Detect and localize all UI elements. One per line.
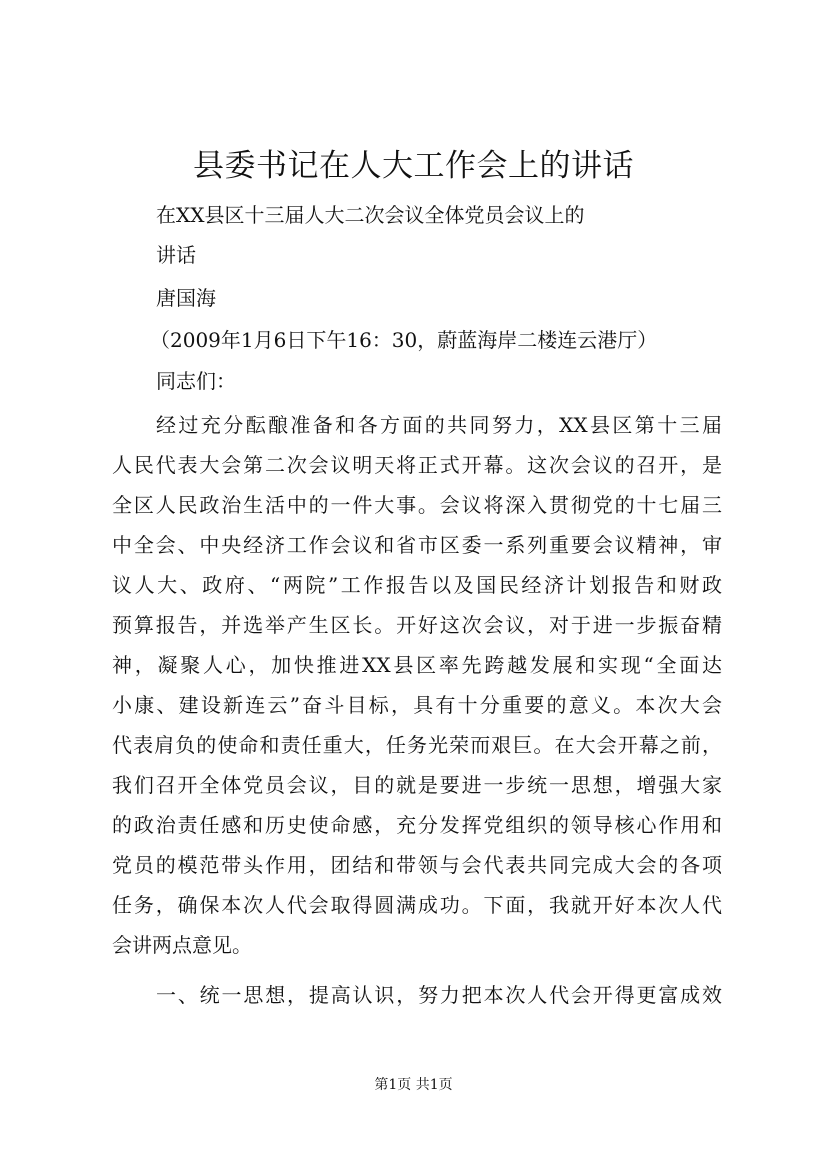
subtitle-line-1: 在XX县区十三届人大二次会议全体党员会议上的	[156, 203, 585, 227]
subtitle-line-2: 讲话	[156, 243, 196, 267]
body-line-9: 代表肩负的使命和责任重大，任务光荣而艰巨。在大会开幕之前，	[112, 733, 722, 757]
body-line-14: 会讲两点意见。	[112, 933, 252, 957]
body-line-2: 人民代表大会第二次会议明天将正式开幕。这次会议的召开，是	[112, 453, 722, 477]
body-line-11: 的政治责任感和历史使命感，充分发挥党组织的领导核心作用和	[112, 813, 722, 837]
salutation: 同志们：	[156, 369, 236, 393]
body-line-12: 党员的模范带头作用，团结和带领与会代表共同完成大会的各项	[112, 853, 722, 877]
page-footer: 第1页 共1页	[374, 1077, 453, 1093]
date-place: （2009年1月6日下午16：30，蔚蓝海岸二楼连云港厅）	[150, 328, 658, 352]
body-line-8: 小康、建设新连云”奋斗目标，具有十分重要的意义。本次大会	[112, 693, 722, 717]
section-heading-1: 一、统一思想，提高认识，努力把本次人代会开得更富成效	[156, 983, 722, 1007]
body-line-10: 我们召开全体党员会议，目的就是要进一步统一思想，增强大家	[112, 773, 722, 797]
author-name: 唐国海	[156, 286, 216, 310]
document-title: 县委书记在人大工作会上的讲话	[193, 148, 634, 184]
body-line-7: 神，凝聚人心，加快推进XX县区率先跨越发展和实现“全面达	[112, 653, 722, 677]
body-line-5: 议人大、政府、“两院”工作报告以及国民经济计划报告和财政	[112, 573, 722, 597]
body-line-3: 全区人民政治生活中的一件大事。会议将深入贯彻党的十七届三	[112, 493, 722, 517]
body-line-13: 任务，确保本次人代会取得圆满成功。下面，我就开好本次人代	[112, 893, 722, 917]
body-line-1: 经过充分酝酿准备和各方面的共同努力，XX县区第十三届	[156, 413, 722, 437]
body-line-4: 中全会、中央经济工作会议和省市区委一系列重要会议精神，审	[112, 533, 722, 557]
body-line-6: 预算报告，并选举产生区长。开好这次会议，对于进一步振奋精	[112, 613, 722, 637]
